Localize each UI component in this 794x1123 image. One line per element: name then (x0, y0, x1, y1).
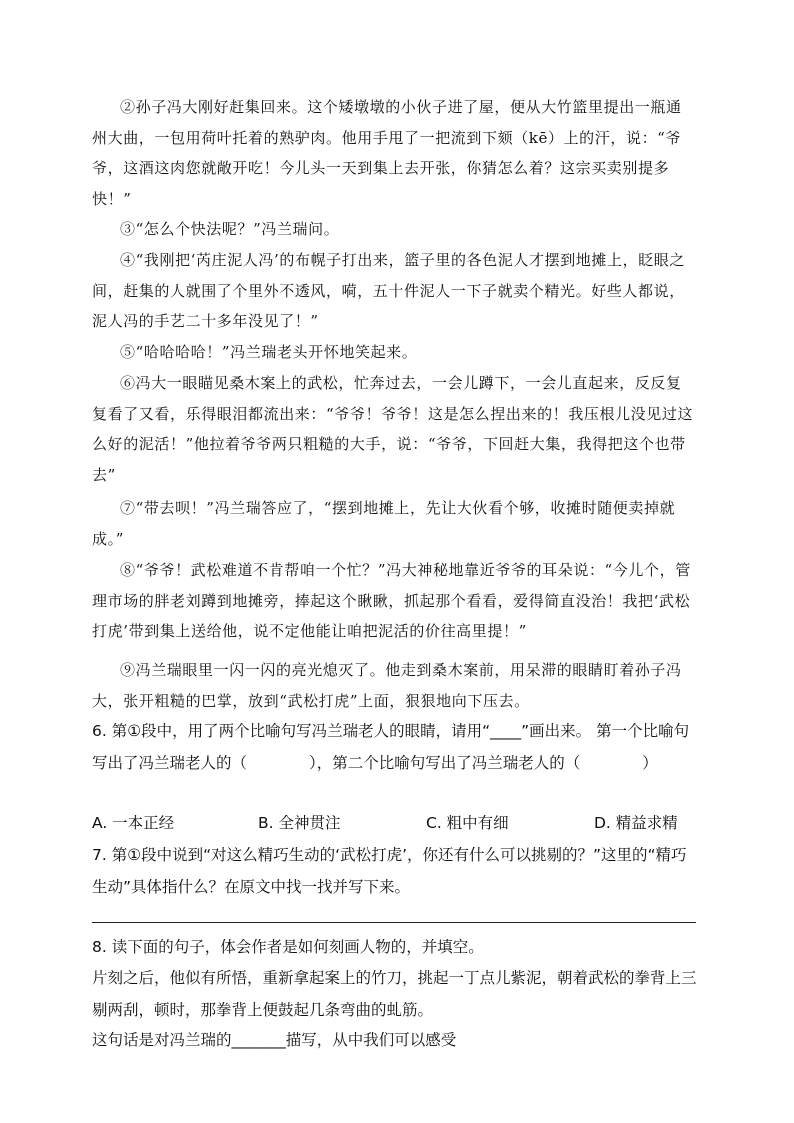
passage-paragraph-7: ⑦“带去呗！”冯兰瑞答应了，“摆到地摊上，先让大伙看个够，收摊时随便卖掉就成。” (92, 499, 676, 548)
passage-paragraph-9: ⑨冯兰瑞眼里一闪一闪的亮光熄灭了。他走到桑木案前，用呆滞的眼睛盯着孙子冯大，张开粗糙的巴掌，放到“武松打虎”上面，狠狠地向下压去。 (92, 661, 682, 710)
question-6: 6. 第①段中，用了两个比喻句写冯兰瑞老人的眼睛，请用“____”画出来。 第一个比喻句写出了冯兰瑞老人的（ ），第二个比喻句写出了冯兰瑞老人的（ ） (92, 722, 690, 772)
option-c[interactable]: C. 粗中有细 (426, 814, 509, 832)
passage-paragraph-3: ③“怎么个快法呢？”冯兰瑞问。 (120, 220, 340, 238)
question-8-title: 8. 读下面的句子，体会作者是如何刻画人物的，并填空。 (92, 938, 484, 956)
passage-paragraph-6: ⑥冯大一眼瞄见桑木案上的武松，忙奔过去，一会儿蹲下，一会儿直起来，反反复复看了又看，乐得眼泪都流出来：“爷爷！爷爷！这是怎么捏出来的！我压根儿没见过这么好的泥活！”他拉着爷爷两只粗糙的大手，说：“爷爷，下回赶大集，我得把这个也带去” (92, 374, 694, 484)
question-8-quote: 片刻之后，他似有所悟，重新拿起案上的竹刀，挑起一丁点儿紫泥，朝着武松的拳背上三剔两刮，顿时，那拳背上便鼓起几条弯曲的虬筋。 (92, 969, 697, 1019)
passage-paragraph-8: ⑧“爷爷！武松难道不肯帮咱一个忙？”冯大神秘地靠近爷爷的耳朵说：“今儿个，管理市场的胖老刘蹲到地摊旁，捧起这个瞅瞅，抓起那个看看，爱得简直没治！我把‘武松打虎’带到集上送给他，说不定他能让咱把泥活的价往高里提！” (92, 561, 691, 640)
option-d[interactable]: D. 精益求精 (594, 814, 678, 832)
answer-line[interactable] (92, 922, 696, 923)
option-a[interactable]: A. 一本正经 (92, 814, 175, 832)
question-8-fill: 这句话是对冯兰瑞的_______描写，从中我们可以感受 (92, 1031, 457, 1049)
passage-paragraph-4: ④“我刚把‘芮庄泥人冯’的布幌子打出来，篮子里的各色泥人才摆到地摊上，眨眼之间，赶集的人就围了个里外不透风，嗬，五十件泥人一下子就卖个精光。好些人都说，泥人冯的手艺二十多年没见了！” (92, 251, 686, 330)
passage-paragraph-5: ⑤“哈哈哈哈！”冯兰瑞老头开怀地笑起来。 (120, 343, 418, 361)
passage-paragraph-2: ②孙子冯大刚好赶集回来。这个矮墩墩的小伙子进了屋，便从大竹篮里提出一瓶通州大曲，一包用荷叶托着的熟驴肉。他用手甩了一把流到下颏（kē）上的汗，说：“爷爷，这酒这肉您就敞开吃！今儿头一天到集上去开张，你猜怎么着？这宗买卖别提多快！” (92, 98, 682, 208)
question-7: 7. 第①段中说到“对这么精巧生动的‘武松打虎’，你还有什么可以挑剔的？”这里的“精巧生动”具体指什么？在原文中找一找并写下来。 (92, 846, 687, 896)
question-6-options (92, 811, 702, 839)
option-b[interactable]: B. 全神贯注 (258, 814, 341, 832)
